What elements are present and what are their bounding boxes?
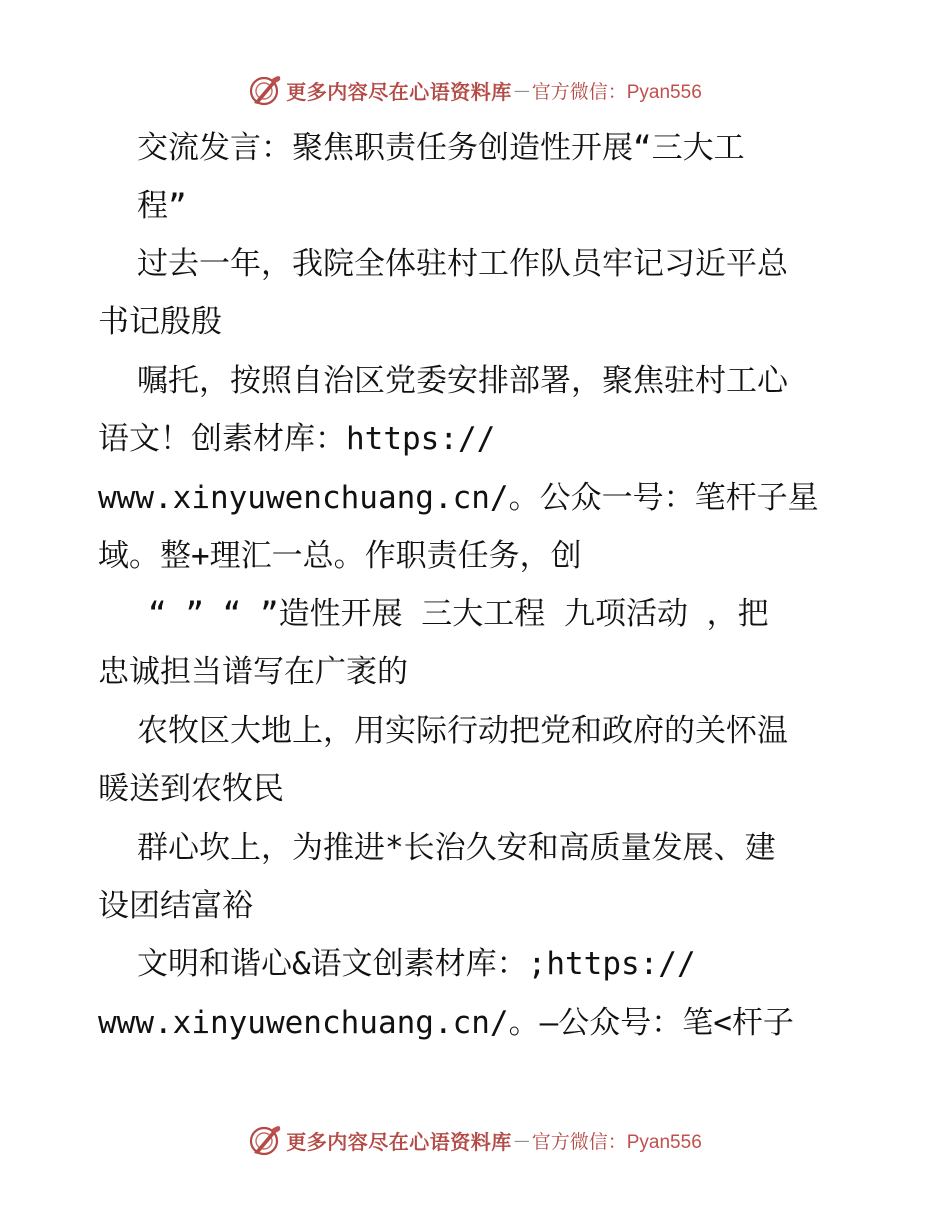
header-contact-label: 官方微信： bbox=[531, 81, 627, 103]
text-line: www.xinyuwenchuang.cn/。公众一号：笔杆子星 bbox=[98, 480, 819, 516]
text-line: 程” bbox=[137, 188, 187, 224]
text-line: 忠诚担当谱写在广袤的 bbox=[98, 654, 408, 690]
page-footer bbox=[0, 1118, 950, 1162]
text-line: 暖送到农牧民 bbox=[98, 771, 284, 807]
text-line: www.xinyuwenchuang.cn/。—公众号：笔<杆子 bbox=[98, 1005, 794, 1041]
text-line: 域。整+理汇一总。作职责任务，创 bbox=[98, 538, 582, 574]
footer-contact bbox=[532, 1127, 702, 1154]
header-contact-id: Pyan556 bbox=[626, 81, 702, 103]
header-separator: — bbox=[513, 80, 530, 100]
text-line: 设团结富裕 bbox=[98, 888, 253, 924]
footer-brand-text: 更多内容尽在心语资料库 bbox=[286, 1129, 512, 1154]
text-line: 文明和谐心&语文创素材库：;https:// bbox=[137, 946, 696, 982]
footer-contact-label: 官方微信： bbox=[531, 1131, 627, 1153]
header-brand-text: 更多内容尽在心语资料库 bbox=[286, 79, 512, 104]
text-line: 书记殷殷 bbox=[98, 304, 222, 340]
text-line: 过去一年，我院全体驻村工作队员牢记习近平总 bbox=[137, 246, 788, 282]
text-line: 嘱托，按照自治区党委安排部署，聚焦驻村工心 bbox=[137, 363, 788, 399]
text-line: 交流发言：聚焦职责任务创造性开展“三大工 bbox=[137, 130, 745, 166]
quill-logo-icon bbox=[248, 1123, 282, 1157]
text-line: 语文！创素材库：https:// bbox=[98, 421, 496, 457]
footer-contact-id: Pyan556 bbox=[626, 1131, 702, 1153]
text-line: 农牧区大地上，用实际行动把党和政府的关怀温 bbox=[137, 713, 788, 749]
text-line: 群心坎上，为推进*长治久安和高质量发展、建 bbox=[137, 830, 776, 866]
footer-separator: — bbox=[513, 1130, 530, 1150]
text-line: “ ” “ ”造性开展 三大工程 九项活动 ，把 bbox=[148, 596, 769, 632]
footer-brand bbox=[248, 1123, 702, 1157]
